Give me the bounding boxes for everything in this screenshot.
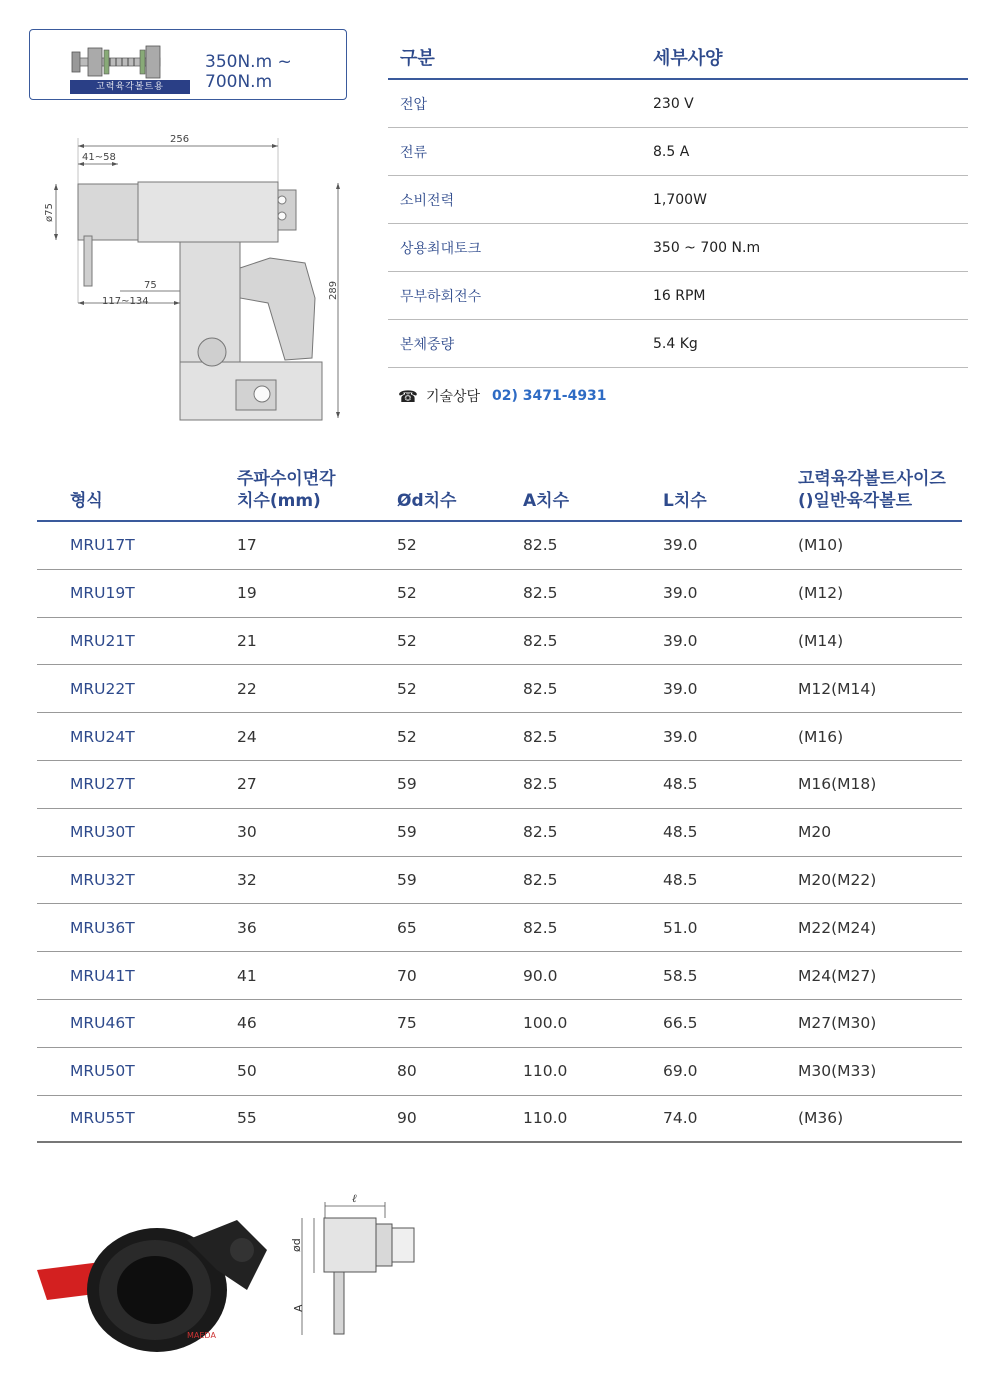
a-cell: 82.5 bbox=[523, 727, 558, 746]
spec-value: 1,700W bbox=[653, 191, 707, 208]
table-row bbox=[37, 1048, 962, 1096]
dim-d: ød bbox=[290, 1238, 303, 1252]
header-bolt-line1: 고력육각볼트사이즈 bbox=[798, 469, 946, 489]
width-cell: 32 bbox=[237, 870, 257, 889]
l-cell: 39.0 bbox=[663, 584, 698, 603]
l-cell: 39.0 bbox=[663, 536, 698, 555]
spec-table-header bbox=[388, 35, 968, 80]
header-a: A치수 bbox=[523, 491, 570, 511]
table-row bbox=[37, 857, 962, 905]
width-cell: 24 bbox=[237, 727, 257, 746]
dim-width: 256 bbox=[170, 134, 190, 145]
dim-75: 75 bbox=[144, 280, 157, 291]
width-cell: 55 bbox=[237, 1109, 257, 1128]
table-row bbox=[37, 665, 962, 713]
header-bolt bbox=[798, 468, 962, 512]
model-cell: MRU32T bbox=[70, 870, 135, 889]
d-cell: 65 bbox=[397, 918, 417, 937]
svg-text:MAEDA: MAEDA bbox=[187, 1331, 216, 1340]
dim-diameter: ø75 bbox=[44, 203, 55, 222]
model-cell: MRU21T bbox=[70, 631, 135, 650]
bolt-cell: M12(M14) bbox=[798, 679, 877, 698]
l-cell: 69.0 bbox=[663, 1062, 698, 1081]
socket-dimension-diagram bbox=[280, 1188, 440, 1348]
width-cell: 46 bbox=[237, 1014, 257, 1033]
header-width-line1: 주파수이면각 bbox=[237, 469, 336, 489]
d-cell: 59 bbox=[397, 823, 417, 842]
dim-range: 117~134 bbox=[102, 296, 149, 307]
spec-row bbox=[388, 272, 968, 320]
spec-label: 무부하회전수 bbox=[400, 288, 482, 305]
a-cell: 82.5 bbox=[523, 870, 558, 889]
table-row bbox=[37, 952, 962, 1000]
contact-number[interactable]: 02) 3471-4931 bbox=[492, 388, 607, 404]
spec-row bbox=[388, 80, 968, 128]
bolt-cell: (M12) bbox=[798, 584, 844, 603]
tool-dimension-drawing bbox=[40, 128, 360, 428]
spec-value: 16 RPM bbox=[653, 287, 706, 304]
table-row bbox=[37, 904, 962, 952]
spec-value: 5.4 Kg bbox=[653, 335, 698, 352]
model-cell: MRU41T bbox=[70, 966, 135, 985]
model-table-header bbox=[37, 462, 962, 522]
spec-row bbox=[388, 128, 968, 176]
l-cell: 39.0 bbox=[663, 727, 698, 746]
bolt-type-tag: 고력육각볼트용 bbox=[70, 80, 190, 94]
bolt-cell: M27(M30) bbox=[798, 1014, 877, 1033]
bolt-cell: M16(M18) bbox=[798, 775, 877, 794]
l-cell: 58.5 bbox=[663, 966, 698, 985]
bolt-cell: M24(M27) bbox=[798, 966, 877, 985]
contact-line bbox=[398, 386, 607, 406]
d-cell: 52 bbox=[397, 679, 417, 698]
l-cell: 48.5 bbox=[663, 775, 698, 794]
spec-row bbox=[388, 176, 968, 224]
a-cell: 82.5 bbox=[523, 536, 558, 555]
d-cell: 90 bbox=[397, 1109, 417, 1128]
bolt-cell: (M16) bbox=[798, 727, 844, 746]
torque-range: 350N.m ~ 700N.m bbox=[205, 52, 292, 92]
l-cell: 48.5 bbox=[663, 870, 698, 889]
table-row bbox=[37, 1000, 962, 1048]
socket-photo bbox=[37, 1190, 277, 1360]
a-cell: 110.0 bbox=[523, 1109, 568, 1128]
model-cell: MRU19T bbox=[70, 584, 135, 603]
model-table bbox=[37, 462, 962, 1143]
a-cell: 82.5 bbox=[523, 584, 558, 603]
header-d: Ød치수 bbox=[397, 491, 457, 511]
a-cell: 82.5 bbox=[523, 918, 558, 937]
torque-badge bbox=[29, 29, 347, 100]
d-cell: 59 bbox=[397, 870, 417, 889]
spec-value: 8.5 A bbox=[653, 143, 690, 160]
bolt-cell: (M36) bbox=[798, 1109, 844, 1128]
spec-table bbox=[388, 35, 968, 368]
table-row bbox=[37, 809, 962, 857]
bolt-icon bbox=[70, 38, 190, 82]
table-row bbox=[37, 618, 962, 666]
header-width bbox=[237, 468, 397, 512]
dim-height: 289 bbox=[328, 280, 339, 300]
spec-value: 230 V bbox=[653, 95, 694, 112]
table-row bbox=[37, 570, 962, 618]
d-cell: 52 bbox=[397, 727, 417, 746]
model-cell: MRU27T bbox=[70, 775, 135, 794]
width-cell: 19 bbox=[237, 584, 257, 603]
model-cell: MRU36T bbox=[70, 918, 135, 937]
a-cell: 82.5 bbox=[523, 631, 558, 650]
header-model: 형식 bbox=[70, 491, 103, 511]
model-cell: MRU30T bbox=[70, 823, 135, 842]
width-cell: 27 bbox=[237, 775, 257, 794]
l-cell: 66.5 bbox=[663, 1014, 698, 1033]
header-width-line2: 치수(mm) bbox=[237, 491, 321, 511]
width-cell: 21 bbox=[237, 631, 257, 650]
bolt-cell: (M14) bbox=[798, 631, 844, 650]
width-cell: 30 bbox=[237, 823, 257, 842]
spec-label: 상용최대토크 bbox=[400, 240, 482, 257]
model-cell: MRU24T bbox=[70, 727, 135, 746]
table-row bbox=[37, 1096, 962, 1144]
spec-row bbox=[388, 224, 968, 272]
width-cell: 41 bbox=[237, 966, 257, 985]
table-row bbox=[37, 713, 962, 761]
bolt-cell: M20(M22) bbox=[798, 870, 877, 889]
bolt-cell: (M10) bbox=[798, 536, 844, 555]
bolt-cell: M22(M24) bbox=[798, 918, 877, 937]
spec-label: 전압 bbox=[400, 96, 428, 113]
table-row bbox=[37, 522, 962, 570]
model-rows bbox=[37, 522, 962, 1143]
bolt-cell: M30(M33) bbox=[798, 1062, 877, 1081]
a-cell: 82.5 bbox=[523, 823, 558, 842]
l-cell: 51.0 bbox=[663, 918, 698, 937]
spec-row bbox=[388, 320, 968, 368]
phone-icon: ☎ bbox=[398, 386, 418, 406]
a-cell: 110.0 bbox=[523, 1062, 568, 1081]
a-cell: 82.5 bbox=[523, 679, 558, 698]
l-cell: 39.0 bbox=[663, 679, 698, 698]
header-l: L치수 bbox=[663, 491, 707, 511]
d-cell: 52 bbox=[397, 536, 417, 555]
contact-label: 기술상담 bbox=[425, 389, 481, 405]
spec-header-detail: 세부사양 bbox=[653, 47, 723, 69]
d-cell: 52 bbox=[397, 631, 417, 650]
d-cell: 70 bbox=[397, 966, 417, 985]
model-cell: MRU55T bbox=[70, 1109, 135, 1128]
model-cell: MRU17T bbox=[70, 536, 135, 555]
l-cell: 39.0 bbox=[663, 631, 698, 650]
width-cell: 50 bbox=[237, 1062, 257, 1081]
spec-label: 소비전력 bbox=[400, 192, 455, 209]
dim-l: ℓ bbox=[352, 1192, 357, 1205]
spec-header-category: 구분 bbox=[400, 47, 435, 69]
spec-label: 전류 bbox=[400, 144, 428, 161]
dim-offset: 41~58 bbox=[82, 152, 116, 163]
d-cell: 80 bbox=[397, 1062, 417, 1081]
model-cell: MRU50T bbox=[70, 1062, 135, 1081]
bolt-cell: M20 bbox=[798, 823, 832, 842]
model-cell: MRU46T bbox=[70, 1014, 135, 1033]
l-cell: 74.0 bbox=[663, 1109, 698, 1128]
spec-value: 350 ~ 700 N.m bbox=[653, 239, 761, 256]
table-row bbox=[37, 761, 962, 809]
a-cell: 90.0 bbox=[523, 966, 558, 985]
a-cell: 100.0 bbox=[523, 1014, 568, 1033]
d-cell: 52 bbox=[397, 584, 417, 603]
header-bolt-line2: ()일반육각볼트 bbox=[798, 491, 913, 511]
dim-a: A bbox=[292, 1304, 305, 1312]
spec-label: 본체중량 bbox=[400, 336, 455, 353]
model-cell: MRU22T bbox=[70, 679, 135, 698]
width-cell: 17 bbox=[237, 536, 257, 555]
a-cell: 82.5 bbox=[523, 775, 558, 794]
width-cell: 36 bbox=[237, 918, 257, 937]
width-cell: 22 bbox=[237, 679, 257, 698]
d-cell: 75 bbox=[397, 1014, 417, 1033]
d-cell: 59 bbox=[397, 775, 417, 794]
l-cell: 48.5 bbox=[663, 823, 698, 842]
